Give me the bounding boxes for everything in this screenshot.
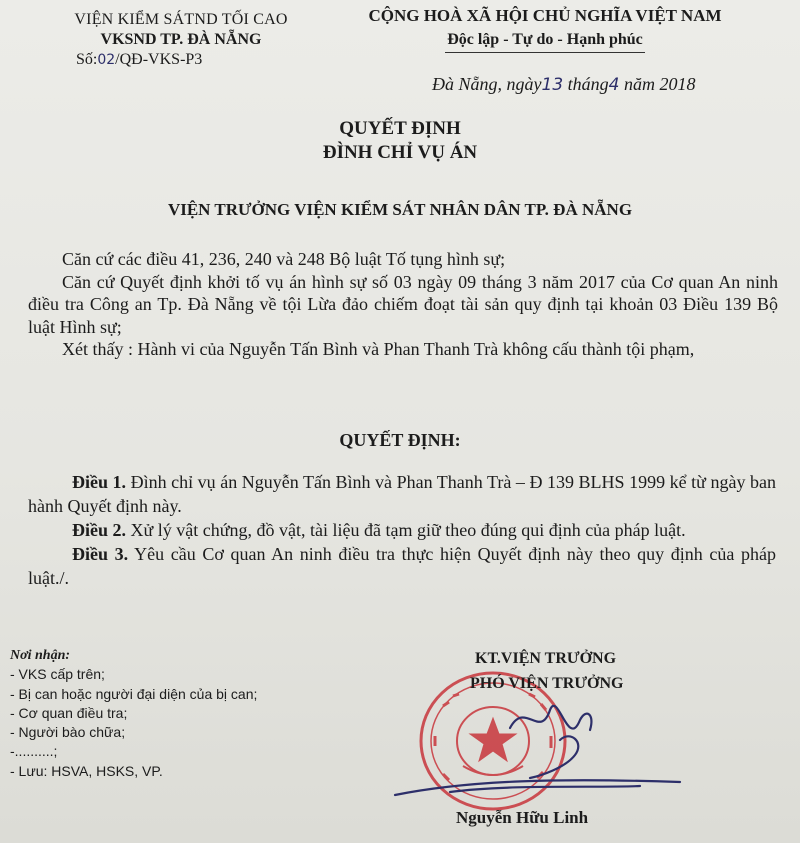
signer-name: Nguyễn Hữu Linh bbox=[456, 808, 589, 827]
handwritten-day: 13 bbox=[541, 75, 564, 95]
recipient-item: -..........; bbox=[10, 743, 58, 760]
agency-parent: VIỆN KIỂM SÁTND TỐI CAO bbox=[74, 11, 288, 28]
basis-paragraph-3: Xét thấy : Hành vi của Nguyễn Tấn Bình và Phan Thanh Trà không cấu thành tội phạm, bbox=[62, 339, 695, 359]
handwritten-signature bbox=[390, 680, 690, 820]
legal-basis bbox=[28, 248, 778, 361]
issuer-title: VIỆN TRƯỞNG VIỆN KIỂM SÁT NHÂN DÂN TP. ĐÀ NẴNG bbox=[167, 200, 633, 219]
agency-name: VKSND TP. ĐÀ NẴNG bbox=[100, 31, 262, 48]
issuing-agency bbox=[46, 10, 316, 70]
article-1: Điều 1. Đình chỉ vụ án Nguyễn Tấn Bình và Phan Thanh Trà – Đ 139 BLHS 1999 kể từ ngày ban hành Quyết định này. bbox=[28, 472, 776, 516]
recipient-item: - Bị can hoặc người đại diện của bị can; bbox=[10, 685, 258, 702]
recipient-item: - Người bào chữa; bbox=[10, 724, 126, 741]
handwritten-month: 4 bbox=[608, 75, 620, 95]
signatory-authority: KT.VIỆN TRƯỞNG bbox=[475, 650, 617, 667]
recipients-list bbox=[10, 646, 257, 781]
national-motto bbox=[335, 4, 755, 53]
basis-paragraph-1: Căn cứ các điều 41, 236, 240 và 248 Bộ luật Tố tụng hình sự; bbox=[62, 249, 506, 269]
signatory-position: PHÓ VIỆN TRƯỞNG bbox=[470, 675, 624, 692]
nation-name: CỘNG HOÀ XÃ HỘI CHỦ NGHĨA VIỆT NAM bbox=[368, 6, 722, 25]
recipient-item: - Lưu: HSVA, HSKS, VP. bbox=[10, 762, 163, 779]
issue-date: Đà Nẵng, ngày13 tháng4 năm 2018 bbox=[432, 74, 696, 95]
document-type: QUYẾT ĐỊNH bbox=[339, 118, 461, 139]
recipients-heading: Nơi nhận: bbox=[10, 648, 71, 663]
recipient-item: - Cơ quan điều tra; bbox=[10, 704, 128, 721]
decision-heading: QUYẾT ĐỊNH: bbox=[339, 430, 461, 450]
document-number: Số:02/QĐ-VKS-P3 bbox=[76, 51, 203, 68]
handwritten-number: 02 bbox=[97, 52, 116, 68]
article-3: Điều 3. Yêu cầu Cơ quan An ninh điều tra thực hiện Quyết định này theo quy định của pháp luật./. bbox=[28, 544, 777, 588]
basis-paragraph-2: Căn cứ Quyết định khởi tố vụ án hình sự số 03 ngày 09 tháng 3 năm 2017 của Cơ quan An ninh điều tra Công an Tp. Đà Nẵng về tội Lừa đảo chiếm đoạt tài sản quy định tại khoản 03 Điều 139 Bộ luật Hình sự; bbox=[28, 271, 778, 337]
nation-motto: Độc lập - Tự do - Hạnh phúc bbox=[447, 31, 643, 48]
document-title: ĐÌNH CHỈ VỤ ÁN bbox=[322, 142, 478, 163]
motto-underline bbox=[445, 52, 645, 53]
article-2: Điều 2. Xử lý vật chứng, đồ vật, tài liệu đã tạm giữ theo đúng qui định của pháp luật. bbox=[72, 520, 686, 540]
recipient-item: - VKS cấp trên; bbox=[10, 666, 105, 683]
decision-articles bbox=[28, 470, 776, 590]
